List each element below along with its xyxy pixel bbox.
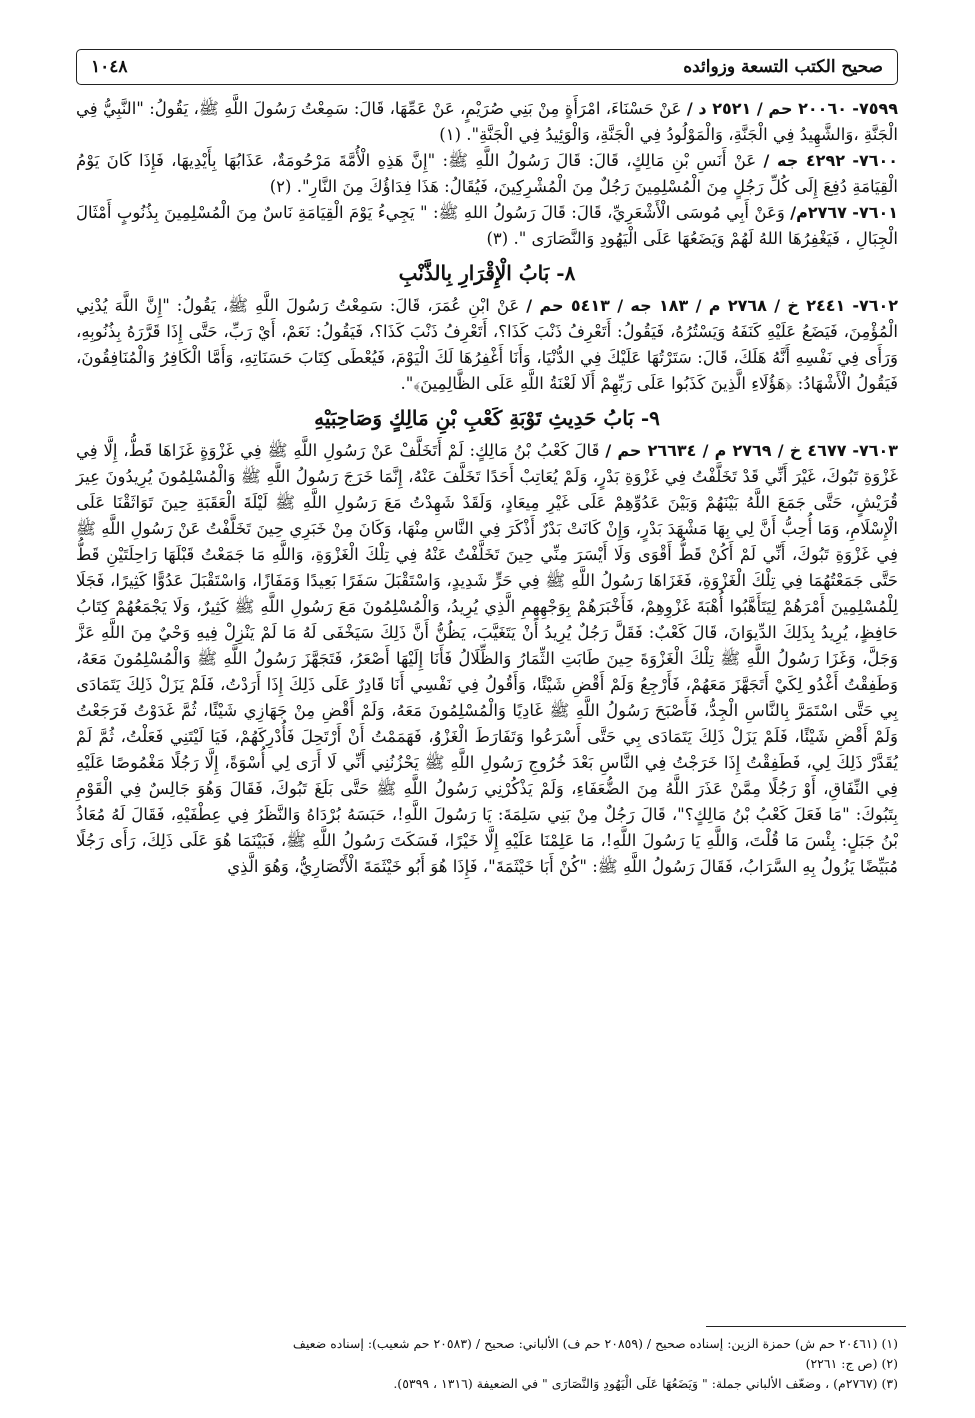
footnote-1: (١) (٢٠٤٦١ حم ش) حمزة الزين: إسناده صحيح / (٢٠٨٥٩ حم ف) الألباني: صحيح / (٢٠٥٨٣ حم شعيب): إسناده ضعيف — [292, 1336, 898, 1351]
hadith-number: ٧٦٠٢- — [852, 296, 899, 315]
hadith-number: ٧٦٠٣- — [852, 441, 899, 460]
hadith-refs: ٤٦٧٧ خ / ٢٧٦٩ م / ٢٦٦٣٤ حم / — [605, 441, 847, 460]
footnotes — [76, 1334, 898, 1394]
hadith-7601 — [76, 200, 898, 252]
footnote-3: (٣) (٢٧٦٧م) ، وضعّف الألباني جملة: " وَيَضَعُهَا عَلَى الْيَهُودِ وَالنَّصَارَى " في الضعيفة (١٣١٦ ، ٥٣٩٩). — [393, 1376, 898, 1391]
footnote-divider — [706, 1326, 906, 1327]
footnote-mark: (١) — [439, 125, 462, 144]
chapter-9-title: ٩- بَابُ حَدِيثِ تَوْبَةِ كَعْبِ بْنِ مَالِكٍ وَصَاحِبَيْهِ — [314, 406, 660, 430]
footnote-2: (٢) (ص ج: ٢٢٦١) — [805, 1356, 898, 1371]
hadith-refs: ٢٤٤١ خ / ٢٧٦٨ م / ١٨٣ جه / ٥٤١٣ حم / — [526, 296, 846, 315]
hadith-number: ٧٦٠١- — [852, 203, 898, 222]
running-header — [76, 49, 898, 85]
hadith-7602 — [76, 293, 898, 397]
hadith-refs: ٢٠٠٦٠ حم / ٢٥٢١ د / — [686, 99, 847, 118]
hadith-number: ٧٦٠٠- — [852, 151, 899, 170]
footnote-mark: (٣) — [486, 229, 509, 248]
hadith-number: ٧٥٩٩- — [852, 99, 898, 118]
page-number: ١٠٤٨ — [91, 57, 128, 77]
main-text — [76, 96, 898, 880]
hadith-7599 — [76, 96, 898, 148]
chapter-8-title: ٨- بَابُ الْإِقْرَارِ بِالذَّنْبِ — [398, 261, 576, 285]
book-title: صحيح الكتب التسعة وزوائده — [683, 57, 883, 77]
hadith-refs: ٢٧٦٧م/ — [790, 203, 847, 222]
hadith-text: وَعَنْ أَبِي مُوسَى الْأَشْعَرِيِّ، قَالَ: قَالَ رَسُولُ اللهِ ﷺ: " يَجِيءُ يَوْمَ الْقِيَامَةِ نَاسٌ مِنَ الْمُسْلِمِينَ بِذُنُوبٍ أَمْثَالَ الْجِبَالِ ، فَيَغْفِرُهَا اللهُ لَهُمْ وَيَضَعُهَا عَلَى الْيَهُودِ وَالنَّصَارَى ". — [76, 203, 898, 248]
hadith-text: عَنْ حَسْنَاءَ، امْرَأَةٍ مِنْ بَنِي صُرَيْمٍ، عَنْ عَمِّهَا، قَالَ: سَمِعْتُ رَسُولَ اللَّهِ ﷺ، يَقُولُ: "النَّبِيُّ فِي الْجَنَّةِ ،وَالشَّهِيدُ فِي الْجَنَّةِ، وَالْمَوْلُودُ فِي الْجَنَّةِ، وَالْوَئِيدُ فِي الْجَنَّةِ". — [76, 99, 898, 144]
hadith-7603 — [76, 438, 898, 880]
hadith-text: عَنْ ابْنِ عُمَرَ، قَالَ: سَمِعْتُ رَسُولَ اللَّهِ ﷺ، يَقُولُ: "إِنَّ اللَّهَ يُدْنِي الْمُؤْمِنَ، فَيَضَعُ عَلَيْهِ كَنَفَهُ وَيَسْتُرُهُ، فَيَقُولُ: أَتَعْرِفُ ذَنْبَ كَذَا؟، أَتَعْرِفُ ذَنْبَ كَذَا؟، فَيَقُولُ: نَعَمْ، أَيْ رَبِّ، حَتَّى إِذَا قَرَّرَهُ بِذُنُوبِهِ، وَرَأَى فِي نَفْسِهِ أَنَّهُ هَلَكَ، قَالَ: سَتَرْتُهَا عَلَيْكَ فِي الدُّنْيَا، وَأَنَا أَغْفِرُهَا لَكَ الْيَوْمَ، فَيُعْطَى كِتَابَ حَسَنَاتِهِ، وَأَمَّا الْكَافِرُ وَالْمُنَافِقُونَ، فَيَقُولُ الْأَشْهَادُ: ﴿هَؤُلَاءِ الَّذِينَ كَذَبُوا عَلَى رَبِّهِمْ أَلَا لَعْنَةُ اللَّهِ عَلَى الظَّالِمِينَ﴾". — [76, 296, 898, 393]
hadith-refs: ٤٢٩٢ جه / — [763, 151, 845, 170]
footnote-mark: (٢) — [269, 177, 292, 196]
book-page — [76, 40, 906, 1390]
hadith-text: عَنْ أَنَسِ بْنِ مَالِكٍ، قَالَ: قَالَ رَسُولُ اللَّهِ ﷺ: "إِنَّ هَذِهِ الْأُمَّةَ مَرْحُومَةٌ، عَذَابُهَا بِأَيْدِيهَا، فَإِذَا كَانَ يَوْمُ الْقِيَامَةِ دُفِعَ إِلَى كُلِّ رَجُلٍ مِنَ الْمُسْلِمِينَ رَجُلٌ مِنَ الْمُشْرِكِينَ، فَيُقَالُ: هَذَا فِدَاؤُكَ مِنَ النَّارِ". — [76, 151, 898, 196]
hadith-7600 — [76, 148, 898, 200]
hadith-text: قَالَ كَعْبُ بْنُ مَالِكٍ: لَمْ أَتَخَلَّفْ عَنْ رَسُولِ اللَّهِ ﷺ فِي غَزْوَةٍ غَزَاهَا قَطُّ، إِلَّا فِي غَزْوَةِ تَبُوكَ، غَيْرَ أَنِّي قَدْ تَخَلَّفْتُ فِي غَزْوَةِ بَدْرٍ، وَلَمْ يُعَاتِبْ أَحَدًا تَخَلَّفَ عَنْهُ، إِنَّمَا خَرَجَ رَسُولُ اللَّهِ ﷺ وَالْمُسْلِمُونَ يُرِيدُونَ عِيرَ قُرَيْشٍ، حَتَّى جَمَعَ اللَّهُ بَيْنَهُمْ وَبَيْنَ عَدُوِّهِمْ عَلَى غَيْرِ مِيعَادٍ، وَلَقَدْ شَهِدْتُ مَعَ رَسُولِ اللَّهِ ﷺ لَيْلَةَ الْعَقَبَةِ حِينَ تَوَاثَقْنَا عَلَى الْإِسْلَامِ، وَمَا أُحِبُّ أَنَّ لِي بِهَا مَشْهَدَ بَدْرٍ، وَإِنْ كَانَتْ بَدْرٌ أَذْكَرَ فِي النَّاسِ مِنْهَا، وَكَانَ مِنْ خَبَرِي حِينَ تَخَلَّفْتُ عَنْ رَسُولِ اللَّهِ ﷺ فِي غَزْوَةِ تَبُوكَ، أَنِّي لَمْ أَكُنْ قَطُّ أَقْوَى وَلَا أَيْسَرَ مِنِّي حِينَ تَخَلَّفْتُ عَنْهُ فِي تِلْكَ الْغَزْوَةِ، وَاللَّهِ مَا جَمَعْتُ قَبْلَهَا رَاحِلَتَيْنِ قَطُّ حَتَّى جَمَعْتُهُمَا فِي تِلْكَ الْغَزْوَةِ، فَغَزَاهَا رَسُولُ اللَّهِ ﷺ فِي حَرٍّ شَدِيدٍ، وَاسْتَقْبَلَ سَفَرًا بَعِيدًا وَمَفَازًا، وَاسْتَقْبَلَ عَدُوًّا كَثِيرًا، فَجَلَا لِلْمُسْلِمِينَ أَمْرَهُمْ لِيَتَأَهَّبُوا أُهْبَةَ غَزْوِهِمْ، فَأَخْبَرَهُمْ بِوَجْهِهِمِ الَّذِي يُرِيدُ، وَالْمُسْلِمُونَ مَعَ رَسُولِ اللَّهِ ﷺ كَثِيرٌ، وَلَا يَجْمَعُهُمْ كِتَابُ حَافِظٍ، يُرِيدُ بِذَلِكَ الدِّيوَانَ، قَالَ كَعْبٌ: فَقَلَّ رَجُلٌ يُرِيدُ أَنْ يَتَغَيَّبَ، يَظُنُّ أَنَّ ذَلِكَ سَيَخْفَى لَهُ مَا لَمْ يَنْزِلْ فِيهِ وَحْيٌ مِنَ اللَّهِ عَزَّ وَجَلَّ، وَغَزَا رَسُولُ اللَّهِ ﷺ تِلْكَ الْغَزْوَةَ حِينَ طَابَتِ الثِّمَارُ وَالظِّلَالُ فَأَنَا إِلَيْهَا أَصْعَرُ، فَتَجَهَّزَ رَسُولُ اللَّهِ ﷺ وَالْمُسْلِمُونَ مَعَهُ، وَطَفِقْتُ أَغْدُو لِكَيْ أَتَجَهَّزَ مَعَهُمْ، فَأَرْجِعُ وَلَمْ أَقْضِ شَيْئًا، وَأَقُولُ فِي نَفْسِي أَنَا قَادِرٌ عَلَى ذَلِكَ إِذَا أَرَدْتُ، فَلَمْ يَزَلْ ذَلِكَ يَتَمَادَى بِي حَتَّى اسْتَمَرَّ بِالنَّاسِ الْجِدُّ، فَأَصْبَحَ رَسُولُ اللَّهِ ﷺ غَادِيًا وَالْمُسْلِمُونَ مَعَهُ، وَلَمْ أَقْضِ مِنْ جَهَازِي شَيْئًا، ثُمَّ غَدَوْتُ فَرَجَعْتُ وَلَمْ أَقْضِ شَيْئًا، فَلَمْ يَزَلْ ذَلِكَ يَتَمَادَى بِي حَتَّى أَسْرَعُوا وَتَفَارَطَ الْغَزْوُ، فَهَمَمْتُ أَنْ أَرْتَحِلَ فَأُدْرِكَهُمْ، فَيَا لَيْتَنِي فَعَلْتُ، ثُمَّ لَمْ يُقَدَّرْ ذَلِكَ لِي، فَطَفِقْتُ إِذَا خَرَجْتُ فِي النَّاسِ بَعْدَ خُرُوجِ رَسُولِ اللَّهِ ﷺ يَحْزُنُنِي أَنِّي لَا أَرَى لِي أُسْوَةً، إِلَّا رَجُلًا مَغْمُوصًا عَلَيْهِ فِي النِّفَاقِ، أَوْ رَجُلًا مِمَّنْ عَذَرَ اللَّهُ مِنَ الضُّعَفَاءِ، وَلَمْ يَذْكُرْنِي رَسُولُ اللَّهِ ﷺ حَتَّى بَلَغَ تَبُوكَ، فَقَالَ وَهُوَ جَالِسٌ فِي الْقَوْمِ بِتَبُوكَ: "مَا فَعَلَ كَعْبُ بْنُ مَالِكٍ؟"، قَالَ رَجُلٌ مِنْ بَنِي سَلِمَةَ: يَا رَسُولَ اللَّهِ!، حَبَسَهُ بُرْدَاهُ وَالنَّظَرُ فِي عِطْفَيْهِ، فَقَالَ لَهُ مُعَاذُ بْنُ جَبَلٍ: بِئْسَ مَا قُلْتَ، وَاللَّهِ يَا رَسُولَ اللَّهِ!، مَا عَلِمْنَا عَلَيْهِ إِلَّا خَيْرًا، فَسَكَتَ رَسُولُ اللَّهِ ﷺ، فَبَيْنَمَا هُوَ عَلَى ذَلِكَ، رَأَى رَجُلًا مُبَيِّضًا يَزُولُ بِهِ السَّرَابُ، فَقَالَ رَسُولُ اللَّهِ ﷺ: "كُنْ أَبَا خَيْثَمَةَ"، فَإِذَا هُوَ أَبُو خَيْثَمَةَ الْأَنْصَارِيُّ، وَهُوَ الَّذِي — [76, 441, 898, 876]
